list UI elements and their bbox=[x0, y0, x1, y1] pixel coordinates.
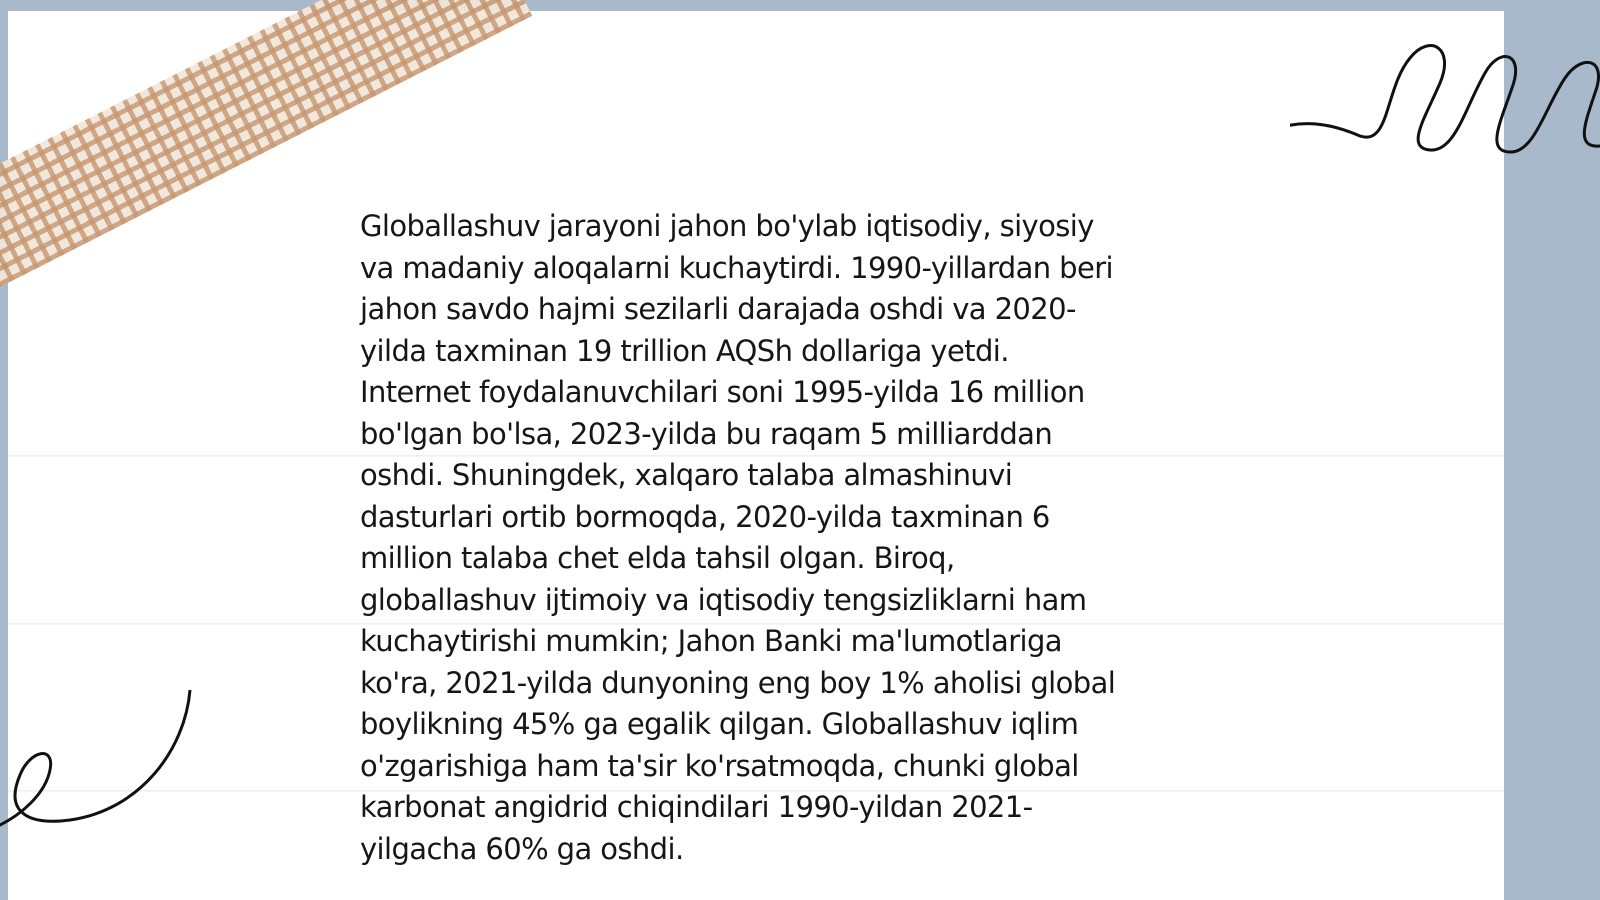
paragraph-line: boylikning 45% ga egalik qilgan. Globallashuv iqlim bbox=[360, 707, 1079, 741]
paragraph-line: oshdi. Shuningdek, xalqaro talaba almashinuvi bbox=[360, 458, 1013, 492]
paragraph-line: million talaba chet elda tahsil olgan. Biroq, bbox=[360, 541, 955, 575]
body-paragraph bbox=[360, 206, 1240, 870]
paragraph-line: Internet foydalanuvchilari soni 1995-yilda 16 million bbox=[360, 375, 1085, 409]
paragraph-line: globallashuv ijtimoiy va iqtisodiy tengsizliklarni ham bbox=[360, 582, 1087, 617]
paragraph-line: o'zgarishiga ham ta'sir ko'rsatmoqda, chunki global bbox=[360, 748, 1079, 783]
paragraph-line: dasturlari ortib bormoqda, 2020-yilda taxminan 6 bbox=[360, 499, 1050, 534]
curl-doodle-icon bbox=[0, 690, 200, 850]
paragraph-line: yilda taxminan 19 trillion AQSh dollariga yetdi. bbox=[360, 333, 1009, 368]
paragraph-line: kuchaytirishi mumkin; Jahon Banki ma'lumotlariga bbox=[360, 624, 1062, 658]
loop-doodle-icon bbox=[1290, 28, 1600, 168]
paragraph-line: ko'ra, 2021-yilda dunyoning eng boy 1% aholisi global bbox=[360, 665, 1116, 700]
paragraph-line: va madaniy aloqalarni kuchaytirdi. 1990-yillardan beri bbox=[360, 250, 1113, 285]
paragraph-line: jahon savdo hajmi sezilarli darajada oshdi va 2020- bbox=[360, 292, 1076, 326]
paragraph-line: Globallashuv jarayoni jahon bo'ylab iqtisodiy, siyosiy bbox=[360, 209, 1094, 243]
paragraph-line: karbonat angidrid chiqindilari 1990-yildan 2021- bbox=[360, 790, 1033, 824]
paragraph-line: bo'lgan bo'lsa, 2023-yilda bu raqam 5 milliarddan bbox=[360, 416, 1053, 451]
paragraph-line: yilgacha 60% ga oshdi. bbox=[360, 831, 684, 866]
